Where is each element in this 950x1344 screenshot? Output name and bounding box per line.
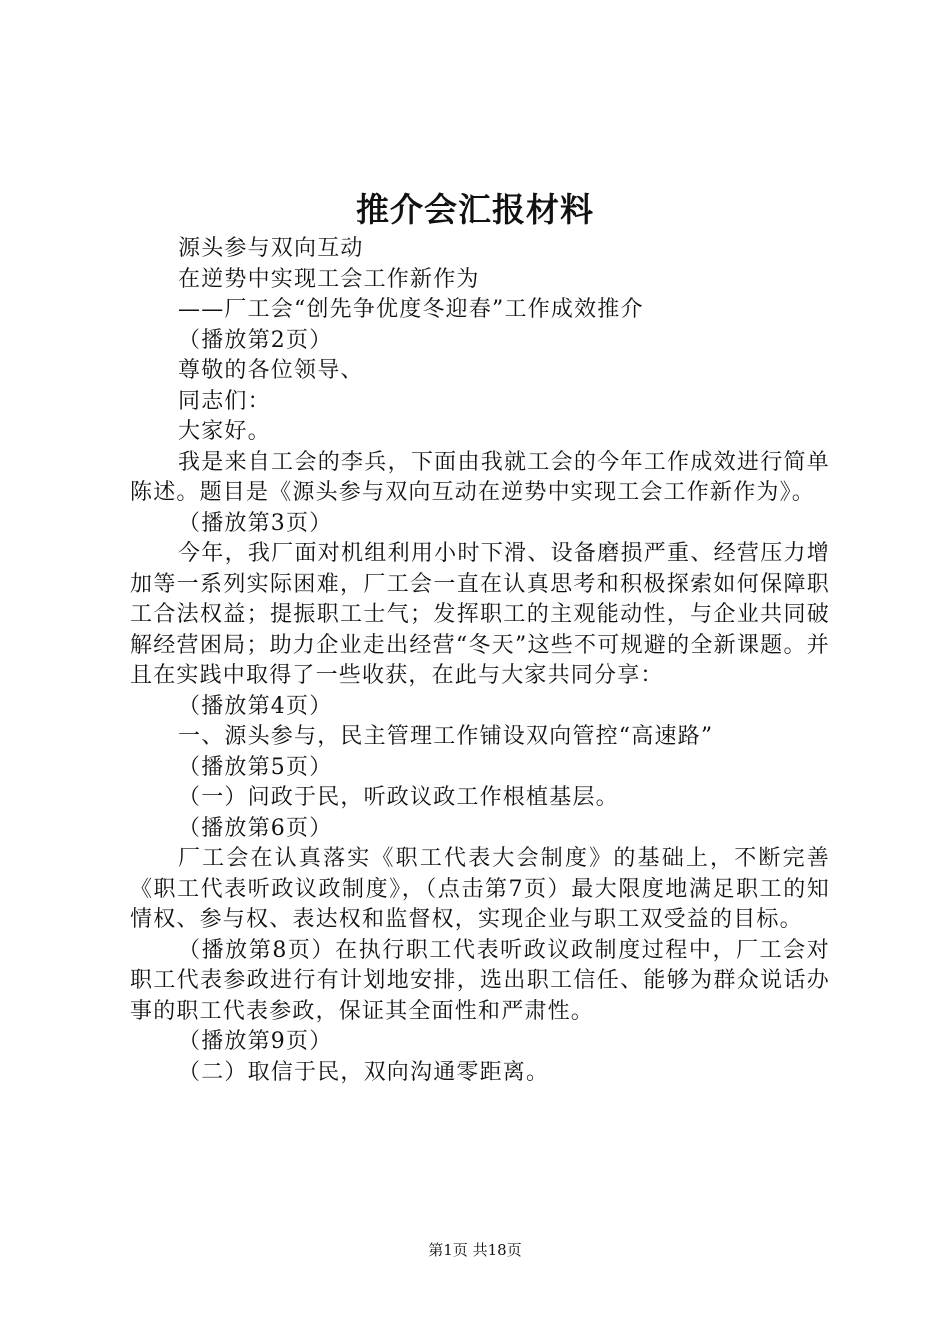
paragraph: 大家好。 [178,419,271,444]
page-number-footer: 第1页 共18页 [428,1241,522,1259]
paragraph: 在逆势中实现工会工作新作为 [178,266,480,292]
paragraph: ——厂工会“创先争优度冬迎春”工作成效推介 [178,297,644,322]
paragraph: 今年，我厂面对机组利用小时下滑、设备磨损严重、经营压力增加等一系列实际困难，厂工会一直在认真思考和积极探索如何保障职工合法权益；提振职工士气；发挥职工的主观能动性，与企业共同破解经营困局；助力企业走出经营“冬天”这些不可规避的全新课题。并且在实践中取得了一些收获，在此与大家共同分享： [130,541,830,688]
paragraph: （播放第2页） [178,327,333,353]
paragraph: 厂工会在认真落实《职工代表大会制度》的基础上，不断完善《职工代表听政议政制度》，（点击第7页）最大限度地满足职工的知情权、参与权、表达权和监督权，实现企业与职工双受益的目标。 [130,846,830,932]
paragraph: （播放第3页） [178,510,333,536]
paragraph: 一、源头参与，民主管理工作铺设双向管控“高速路” [178,724,714,749]
document-body [130,234,830,1088]
paragraph: （播放第4页） [178,693,333,719]
paragraph: （二）取信于民，双向沟通零距离。 [178,1059,550,1085]
document-title: 推介会汇报材料 [356,190,594,229]
paragraph: （播放第6页） [178,815,333,841]
paragraph: 源头参与双向互动 [178,236,364,261]
paragraph: （播放第8页）在执行职工代表听政议政制度过程中，厂工会对职工代表参政进行有计划地安排，选出职工信任、能够为群众说话办事的职工代表参政，保证其全面性和严肃性。 [130,937,830,1024]
paragraph: 我是来自工会的李兵，下面由我就工会的今年工作成效进行简单陈述。题目是《源头参与双向互动在逆势中实现工会工作新作为》。 [130,449,830,505]
paragraph: 尊敬的各位领导、 [178,358,364,383]
paragraph: （一）问政于民，听政议政工作根植基层。 [178,785,619,810]
paragraph: （播放第9页） [178,1029,333,1054]
paragraph: 同志们： [178,388,271,414]
paragraph: （播放第5页） [178,754,333,780]
